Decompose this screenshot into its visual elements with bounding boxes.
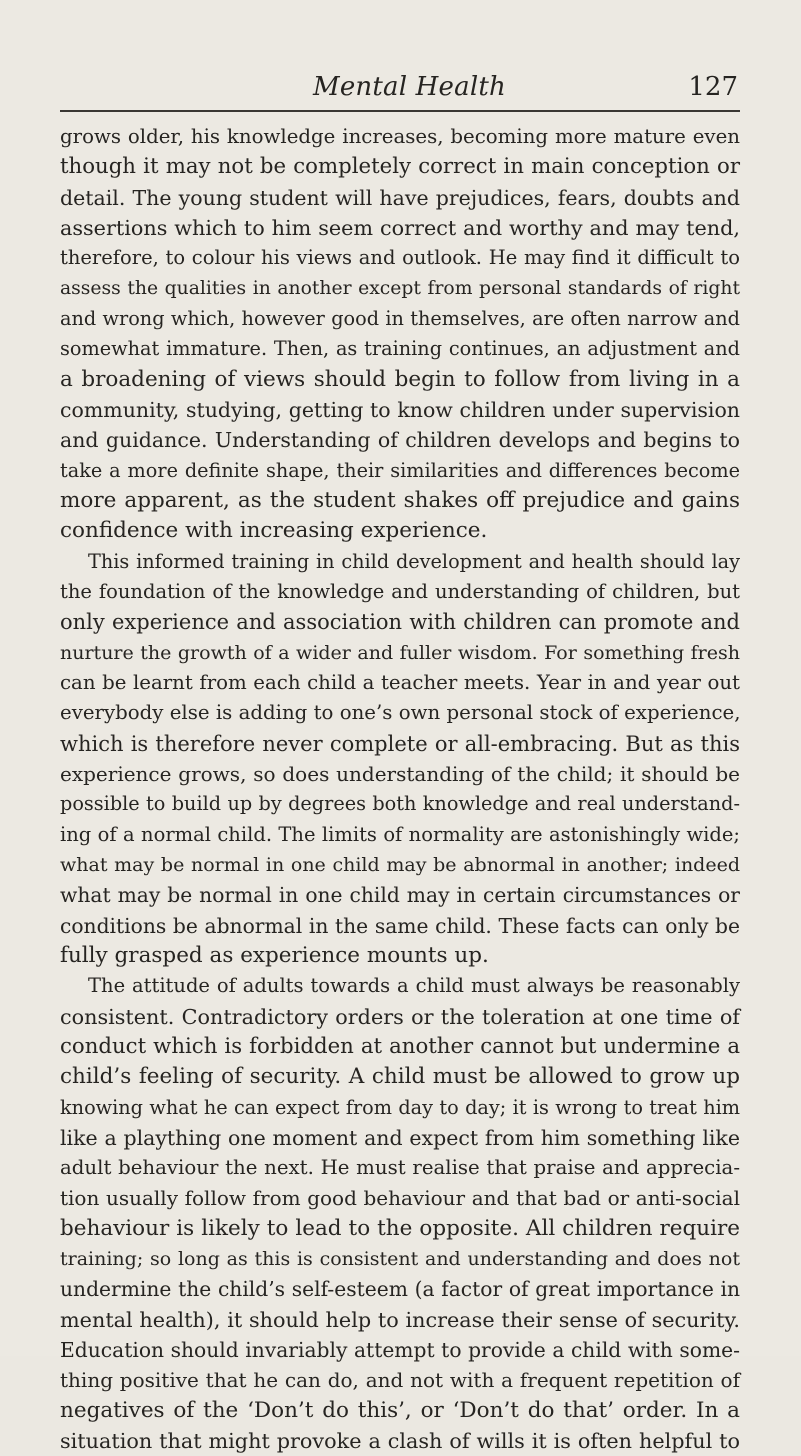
text-line: conduct which is forbidden at another cannot but undermine a — [60, 1033, 740, 1059]
text-line: grows older, his knowledge increases, becoming more mature even — [60, 125, 740, 148]
paragraph-start: The attitude of adults towards a child must always be reasonably — [88, 974, 740, 998]
text-line: like a plaything one moment and expect from him something like — [60, 1125, 740, 1150]
text-line: possible to build up by degrees both knowledge and real understand- — [60, 792, 740, 816]
text-line: tion usually follow from good behaviour and that bad or anti-social — [60, 1186, 740, 1211]
text-line: somewhat immature. Then, as training continues, an adjustment and — [60, 337, 740, 361]
text-line: what may be normal in one child may be abnormal in another; indeed — [60, 853, 740, 876]
text-line: mental health), it should help to increase their sense of security. — [60, 1307, 740, 1332]
text-line: and wrong which, however good in themselves, are often narrow and — [60, 306, 740, 330]
text-line: conditions be abnormal in the same child. These facts can only be — [60, 913, 740, 938]
text-line: child’s feeling of security. A child must be allowed to grow up — [60, 1064, 740, 1090]
text-line: take a more definite shape, their similarities and differences become — [60, 458, 740, 482]
text-line: though it may not be completely correct in main conception or — [60, 154, 740, 180]
running-header — [60, 70, 740, 112]
text-line: knowing what he can expect from day to day; it is wrong to treat him — [60, 1095, 740, 1119]
text-line: which is therefore never complete or all-embracing. But as this — [60, 731, 740, 756]
text-line: community, studying, getting to know children under supervision — [60, 397, 740, 422]
chapter-title: Mental Health — [313, 72, 506, 102]
text-line: confidence with increasing experience. — [60, 518, 488, 544]
text-line: experience grows, so does understanding of the child; it should be — [60, 761, 740, 786]
text-line: consistent. Contradictory orders or the toleration at one time of — [60, 1004, 740, 1029]
text-line: situation that might provoke a clash of wills it is often helpful to — [60, 1429, 740, 1454]
text-line: and guidance. Understanding of children develops and begins to — [60, 428, 740, 453]
text-line: only experience and association with children can promote and — [60, 610, 740, 635]
paragraph-start: This informed training in child development and health should lay — [88, 549, 740, 573]
page-number: 127 — [688, 72, 738, 102]
text-line: behaviour is likely to lead to the opposite. All children require — [60, 1215, 740, 1241]
text-line: what may be normal in one child may in certain circumstances or — [60, 883, 740, 908]
text-line: assess the qualities in another except from personal standards of right — [60, 277, 740, 299]
text-line: undermine the child’s self-esteem (a factor of great importance in — [60, 1277, 740, 1302]
text-line: everybody else is adding to one’s own personal stock of experience, — [60, 701, 741, 725]
text-line: can be learnt from each child a teacher meets. Year in and year out — [60, 670, 740, 694]
text-line: therefore, to colour his views and outlook. He may find it difficult to — [60, 246, 740, 270]
text-line: training; so long as this is consistent and understanding and does not — [60, 1248, 740, 1271]
text-line: ing of a normal child. The limits of normality are astonishingly wide; — [60, 822, 740, 846]
text-line: assertions which to him seem correct and worthy and may tend, — [60, 215, 740, 240]
text-line: negatives of the ‘Don’t do this’, or ‘Don’t do that’ order. In a — [60, 1397, 740, 1423]
text-line: thing positive that he can do, and not with a frequent repetition of — [60, 1368, 740, 1393]
text-line: a broadening of views should begin to follow from living in a — [60, 366, 740, 392]
text-line: adult behaviour the next. He must realise that praise and apprecia- — [60, 1156, 740, 1180]
text-line: nurture the growth of a wider and fuller wisdom. For something fresh — [60, 641, 740, 664]
text-line: fully grasped as experience mounts up. — [60, 942, 489, 968]
text-line: Education should invariably attempt to provide a child with some- — [60, 1338, 740, 1363]
text-line: more apparent, as the student shakes off prejudice and gains — [60, 487, 740, 513]
body-text — [60, 122, 740, 1456]
text-line: detail. The young student will have prejudices, fears, doubts and — [60, 185, 740, 210]
text-line: the foundation of the knowledge and understanding of children, but — [60, 579, 740, 603]
